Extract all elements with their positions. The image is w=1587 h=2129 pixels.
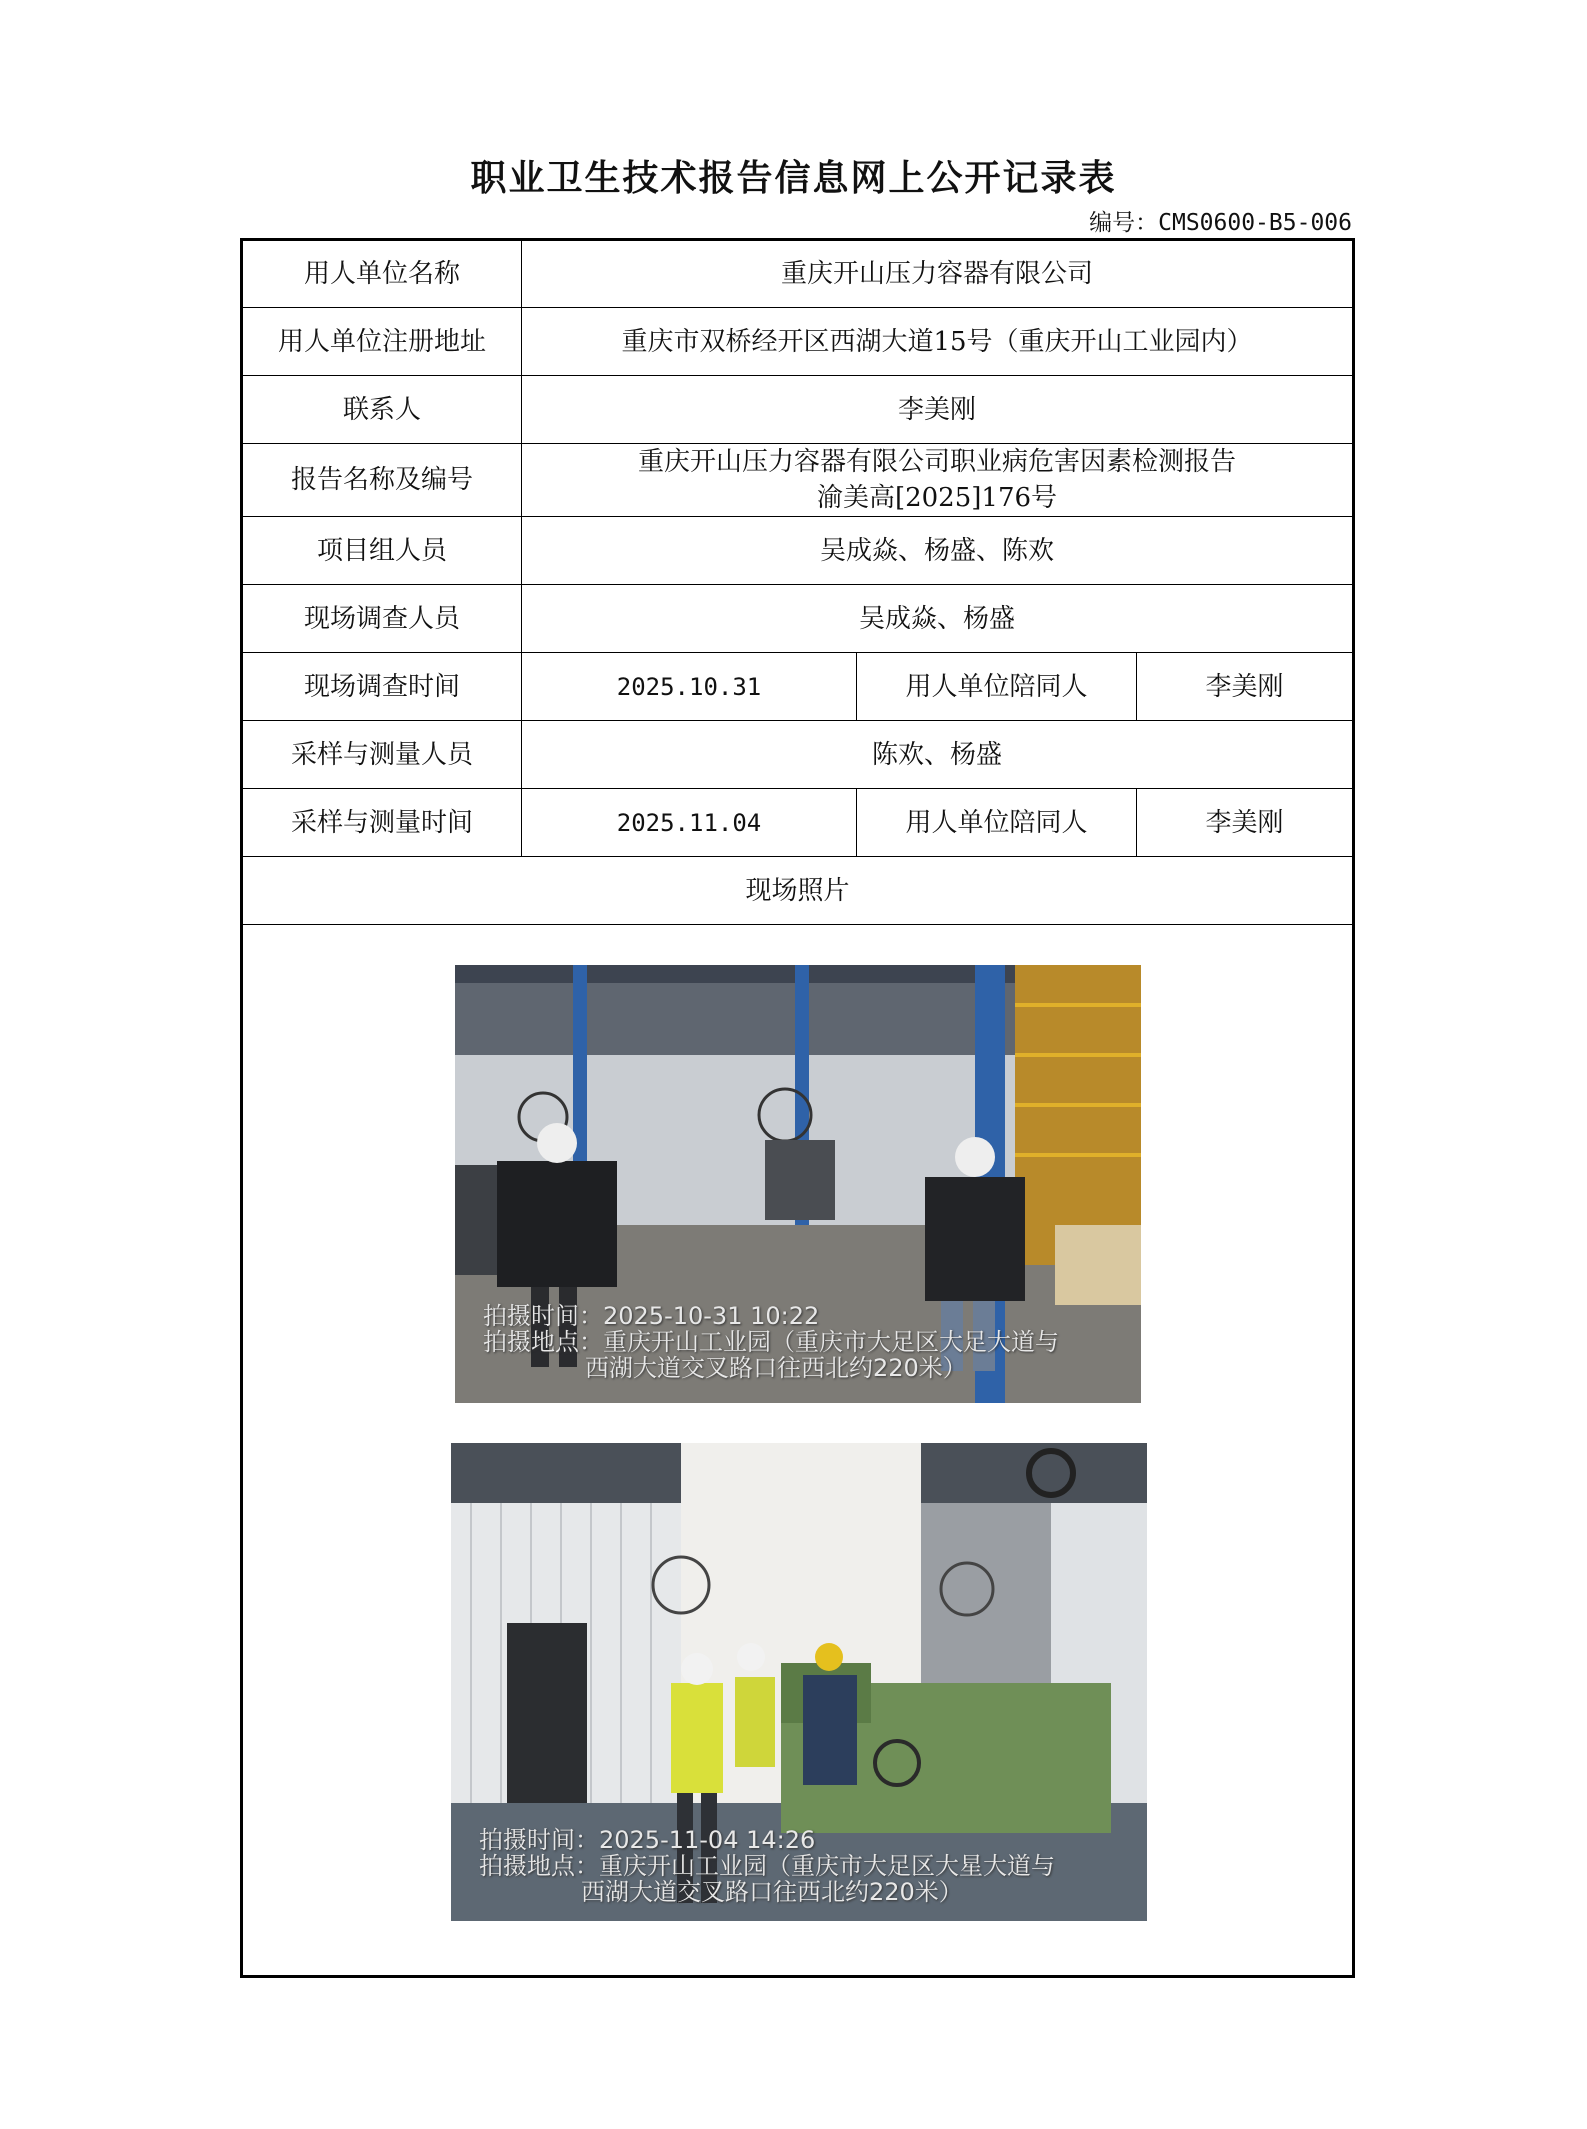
photos-cell — [242, 925, 1354, 1977]
photo-2-stamp-location: 拍摄地点：重庆开山工业园（重庆市大足区大星大道与 — [479, 1852, 1055, 1880]
row-sampling-time — [242, 789, 1354, 857]
team-label: 项目组人员 — [242, 517, 522, 585]
employer-name-value: 重庆开山压力容器有限公司 — [522, 240, 1354, 308]
sampling-escort-label: 用人单位陪同人 — [857, 789, 1137, 857]
report-number: 渝美高[2025]176号 — [816, 483, 1058, 513]
employer-name-label: 用人单位名称 — [242, 240, 522, 308]
address-value: 重庆市双桥经开区西湖大道15号（重庆开山工业园内） — [522, 308, 1354, 376]
record-table — [240, 238, 1355, 1978]
sampling-time-label: 采样与测量时间 — [242, 789, 522, 857]
site-photo-2 — [451, 1443, 1147, 1921]
address-label: 用人单位注册地址 — [242, 308, 522, 376]
row-employer-name — [242, 240, 1354, 308]
photo-1-stamp-location: 拍摄地点：重庆开山工业园（重庆市大足区大足大道与 — [483, 1328, 1059, 1356]
photo-1-stamp-location-cont: 西湖大道交叉路口往西北约220米） — [585, 1354, 967, 1382]
survey-staff-value: 吴成焱、杨盛 — [522, 585, 1354, 653]
row-report — [242, 444, 1354, 517]
contact-value: 李美刚 — [522, 376, 1354, 444]
row-contact — [242, 376, 1354, 444]
survey-time-label: 现场调查时间 — [242, 653, 522, 721]
survey-escort-label: 用人单位陪同人 — [857, 653, 1137, 721]
row-team — [242, 517, 1354, 585]
survey-time-value: 2025.10.31 — [522, 653, 857, 721]
sampling-staff-label: 采样与测量人员 — [242, 721, 522, 789]
row-sampling-staff — [242, 721, 1354, 789]
row-address — [242, 308, 1354, 376]
site-photo-1 — [455, 965, 1141, 1403]
document-code: 编号：CMS0600-B5-006 — [1089, 210, 1352, 236]
survey-escort-value: 李美刚 — [1137, 653, 1354, 721]
sampling-escort-value: 李美刚 — [1137, 789, 1354, 857]
team-value: 吴成焱、杨盛、陈欢 — [522, 517, 1354, 585]
photos-label: 现场照片 — [242, 857, 1354, 925]
row-photos-header — [242, 857, 1354, 925]
row-survey-time — [242, 653, 1354, 721]
survey-staff-label: 现场调查人员 — [242, 585, 522, 653]
sampling-staff-value: 陈欢、杨盛 — [522, 721, 1354, 789]
photo-2-stamp-time: 拍摄时间：2025-11-04 14:26 — [479, 1826, 816, 1854]
report-name: 重庆开山压力容器有限公司职业病危害因素检测报告 — [637, 447, 1236, 477]
contact-label: 联系人 — [242, 376, 522, 444]
photo-1-stamp-time: 拍摄时间：2025-10-31 10:22 — [483, 1302, 820, 1330]
document-title: 职业卫生技术报告信息网上公开记录表 — [470, 157, 1117, 199]
row-survey-staff — [242, 585, 1354, 653]
report-label: 报告名称及编号 — [242, 444, 522, 517]
photo-2-stamp-location-cont: 西湖大道交叉路口往西北约220米） — [581, 1878, 963, 1906]
row-photos — [242, 925, 1354, 1977]
report-value — [522, 444, 1354, 517]
sampling-time-value: 2025.11.04 — [522, 789, 857, 857]
